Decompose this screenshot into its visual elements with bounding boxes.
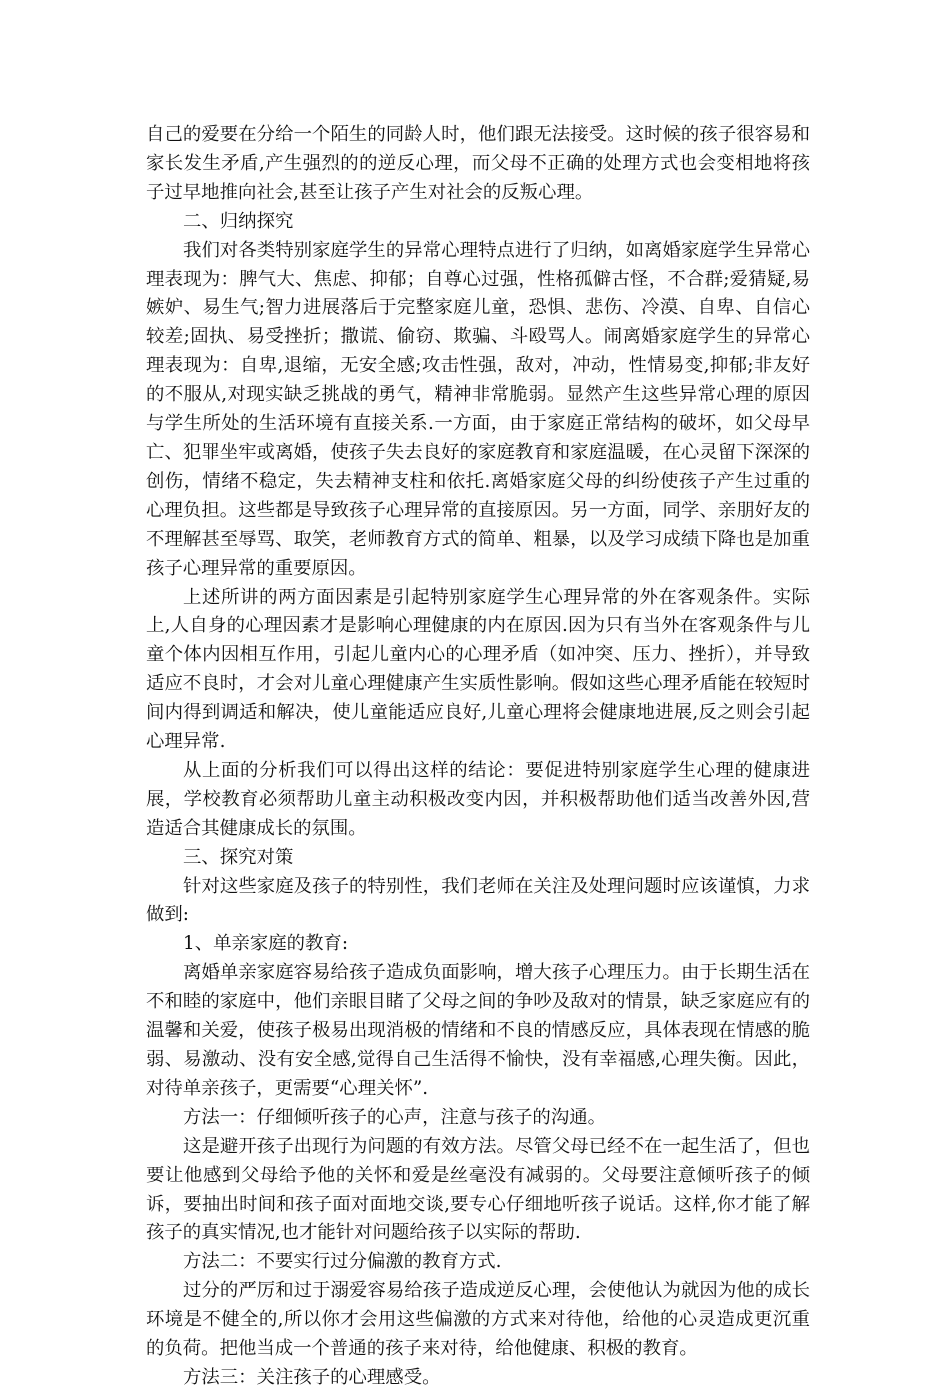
paragraph-conclusion: 从上面的分析我们可以得出这样的结论：要促进特别家庭学生心理的健康进展，学校教育必须帮助儿童主动积极改变内因，并积极帮助他们适当改善外因,营造适合其健康成长的氛围。 — [146, 759, 810, 839]
method-three-heading: 方法三：关注孩子的心理感受。 — [183, 1366, 441, 1388]
paragraph-single-parent: 离婚单亲家庭容易给孩子造成负面影响，增大孩子心理压力。由于长期生活在不和睦的家庭中，他们亲眼目睹了父母之间的争吵及敌对的情景，缺乏家庭应有的温馨和关爱，使孩子极易出现消极的情绪和不良的情感反应，具体表现在情感的脆弱、易激动、没有安全感,觉得自己生活得不愉快，没有幸福感,心理失衡。因此，对待单亲孩子，更需要“心理关怀”. — [146, 962, 810, 1099]
paragraph-method-two: 过分的严厉和过于溺爱容易给孩子造成逆反心理，会使他认为就因为他的成长环境是不健全的,所以你才会用这些偏激的方式来对待他，给他的心灵造成更沉重的负荷。把他当成一个普通的孩子来对待，给他健康、积极的教育。 — [146, 1280, 810, 1360]
section-heading-3: 三、探究对策 — [183, 846, 294, 868]
paragraph-factors: 上述所讲的两方面因素是引起特别家庭学生心理异常的外在客观条件。实际上,人自身的心理因素才是影响心理健康的内在原因.因为只有当外在客观条件与儿童个体内因相互作用，引起儿童内心的心理矛盾（如冲突、压力、挫折），并导致适应不良时，才会对儿童心理健康产生实质性影响。假如这些心理矛盾能在较短时间内得到调适和解决，使儿童能适应良好,儿童心理将会健康地进展,反之则会引起心理异常. — [146, 586, 810, 753]
paragraph-continuation: 自己的爱要在分给一个陌生的同龄人时，他们跟无法接受。这时候的孩子很容易和家长发生矛盾,产生强烈的的逆反心理，而父母不正确的处理方式也会变相地将孩子过早地推向社会,甚至让孩子产生对社会的反叛心理。 — [146, 124, 810, 203]
paragraph-countermeasures: 针对这些家庭及孩子的特别性，我们老师在关注及处理问题时应该谨慎，力求做到: — [146, 875, 810, 926]
paragraph-method-one: 这是避开孩子出现行为问题的有效方法。尽管父母已经不在一起生活了，但也要让他感到父母给予他的关怀和爱是丝毫没有减弱的。父母要注意倾听孩子的倾诉，要抽出时间和孩子面对面地交谈,要专心仔细地听孩子说话。这样,你才能了解孩子的真实情况,也才能针对问题给孩子以实际的帮助. — [146, 1135, 810, 1244]
subheading-single-parent: 1、单亲家庭的教育: — [183, 933, 349, 955]
paragraph-summary: 我们对各类特别家庭学生的异常心理特点进行了归纳，如离婚家庭学生异常心理表现为：脾气大、焦虑、抑郁；自尊心过强，性格孤僻古怪，不合群;爱猜疑,易嫉妒、易生气;智力进展落后于完整家庭儿童，恐惧、悲伤、冷漠、自卑、自信心较差;固执、易受挫折；撒谎、偷窃、欺骗、斗殴骂人。闹离婚家庭学生的异常心理表现为：自卑,退缩，无安全感;攻击性强，敌对，冲动，性情易变,抑郁;非友好的不服从,对现实缺乏挑战的勇气，精神非常脆弱。显然产生这些异常心理的原因与学生所处的生活环境有直接关系.一方面，由于家庭正常结构的破坏，如父母早亡、犯罪坐牢或离婚，使孩子失去良好的家庭教育和家庭温暖，在心灵留下深深的创伤，情绪不稳定，失去精神支柱和依托.离婚家庭父母的纠纷使孩子产生过重的心理负担。这些都是导致孩子心理异常的直接原因。另一方面，同学、亲朋好友的不理解甚至辱骂、取笑，老师教育方式的简单、粗暴，以及学习成绩下降也是加重孩子心理异常的重要原因。 — [146, 239, 810, 579]
method-one-heading: 方法一：仔细倾听孩子的心声，注意与孩子的沟通。 — [183, 1106, 606, 1128]
document-body — [146, 121, 810, 1393]
method-two-heading: 方法二：不要实行过分偏激的教育方式. — [183, 1251, 502, 1273]
section-heading-2: 二、归纳探究 — [183, 210, 294, 232]
